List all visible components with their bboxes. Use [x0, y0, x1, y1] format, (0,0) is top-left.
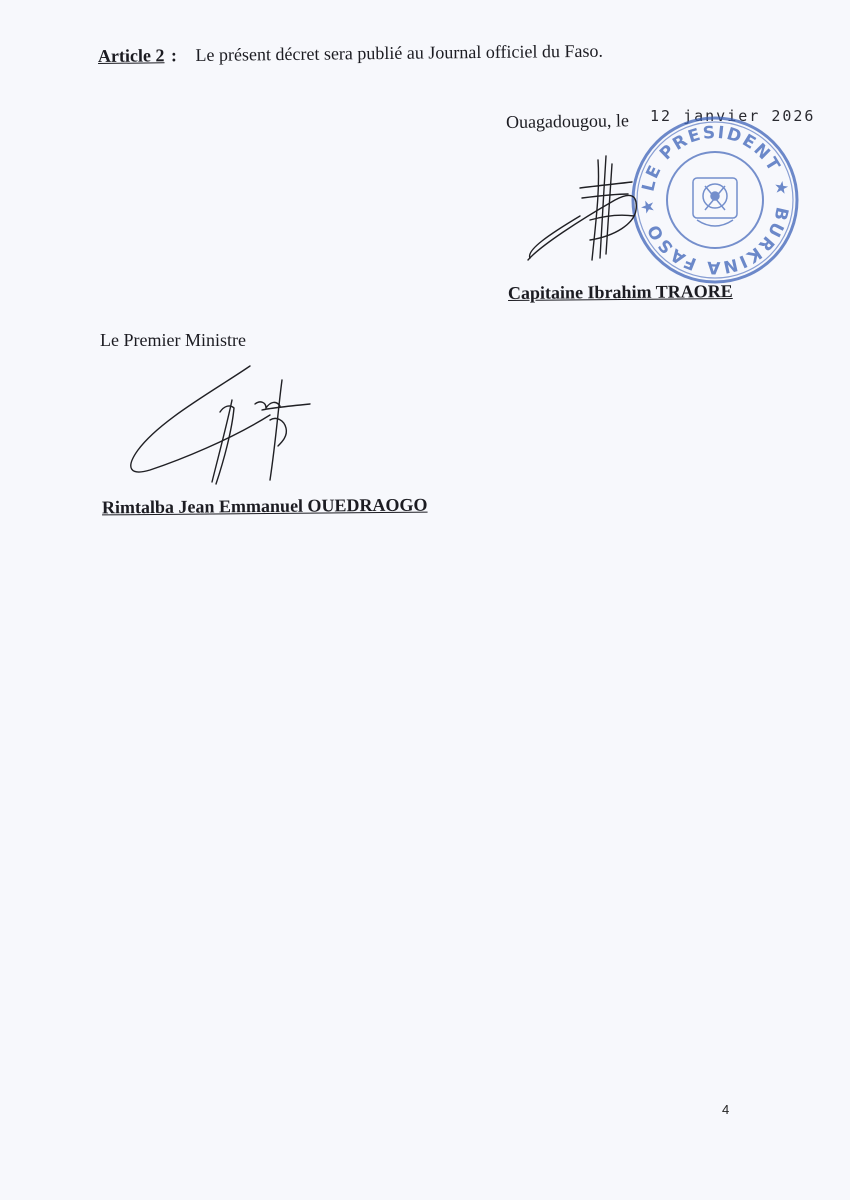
stamped-date: 12 janvier 2026 — [650, 107, 816, 125]
article-text: Le présent décret sera publié au Journal officiel du Faso. — [195, 40, 604, 65]
prime-minister-title: Le Premier Ministre — [100, 330, 246, 350]
svg-text:LE PRESIDENT ★ BURKINA FASO ★: LE PRESIDENT ★ BURKINA FASO ★ — [637, 122, 793, 278]
page-number: 4 — [722, 1102, 730, 1117]
president-name: Capitaine Ibrahim TRAORE — [507, 281, 733, 303]
prime-minister-name: Rimtalba Jean Emmanuel OUEDRAOGO — [101, 494, 428, 518]
article-label: Article 2 — [97, 45, 165, 66]
dateline-place: Ouagadougou, le — [505, 110, 630, 132]
article-2 — [98, 41, 603, 67]
president-signature — [520, 150, 655, 270]
prime-minister-signature — [120, 360, 320, 490]
article-separator: : — [170, 45, 178, 66]
seal-emblem-icon — [693, 178, 737, 226]
